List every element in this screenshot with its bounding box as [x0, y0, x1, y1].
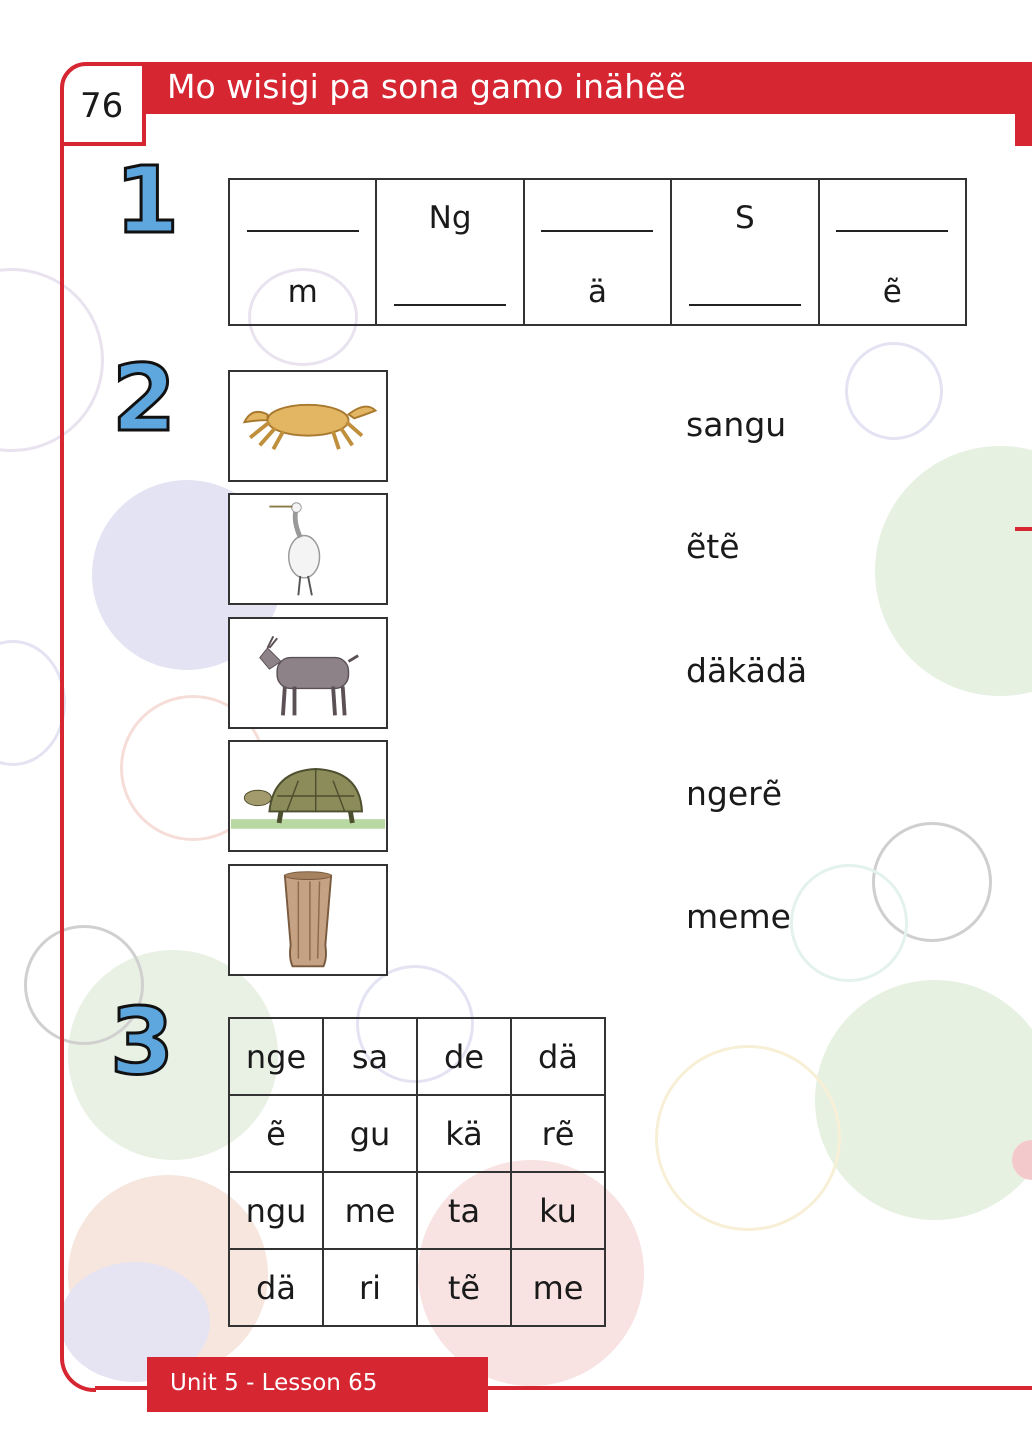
- exercise1-cell[interactable]: [671, 179, 818, 325]
- exercise1-cell[interactable]: [819, 179, 966, 325]
- syllable-cell[interactable]: dä: [511, 1018, 605, 1095]
- match-word: meme: [686, 897, 791, 936]
- cell-letter: ä: [587, 274, 607, 310]
- blank-line[interactable]: [836, 200, 948, 232]
- syllable-cell[interactable]: ẽ: [229, 1095, 323, 1172]
- background-circle: [790, 864, 908, 982]
- background-circle: [875, 446, 1032, 696]
- side-tick: [1015, 527, 1032, 531]
- footer-lesson-label: Unit 5 - Lesson 65: [170, 1370, 378, 1396]
- exercise3-syllable-grid: [228, 1017, 606, 1327]
- background-circle: [655, 1045, 841, 1231]
- match-word: ngerẽ: [686, 774, 783, 813]
- match-word: sangu: [686, 405, 787, 444]
- syllable-cell[interactable]: me: [323, 1172, 417, 1249]
- cell-letter: ẽ: [882, 274, 902, 310]
- syllable-cell[interactable]: rẽ: [511, 1095, 605, 1172]
- blank-line[interactable]: [689, 274, 801, 306]
- tortoise-picture[interactable]: [228, 740, 388, 852]
- section-number-1: 1: [115, 147, 180, 254]
- syllable-cell[interactable]: sa: [323, 1018, 417, 1095]
- heron-picture[interactable]: [228, 493, 388, 605]
- blank-line[interactable]: [541, 200, 653, 232]
- exercise1-cell[interactable]: [229, 179, 376, 325]
- exercise1-cell[interactable]: [524, 179, 671, 325]
- header-band-edge: [1015, 62, 1032, 146]
- match-word: ẽtẽ: [686, 527, 740, 566]
- syllable-cell[interactable]: ri: [323, 1249, 417, 1326]
- syllable-cell[interactable]: me: [511, 1249, 605, 1326]
- page-frame: [60, 62, 96, 1392]
- page-number: 76: [80, 86, 124, 126]
- mortar-picture[interactable]: [228, 864, 388, 976]
- blank-line[interactable]: [394, 274, 506, 306]
- syllable-cell[interactable]: nge: [229, 1018, 323, 1095]
- syllable-cell[interactable]: tẽ: [417, 1249, 511, 1326]
- background-circle: [845, 342, 943, 440]
- syllable-cell[interactable]: kä: [417, 1095, 511, 1172]
- crab-picture[interactable]: [228, 370, 388, 482]
- syllable-cell[interactable]: ngu: [229, 1172, 323, 1249]
- background-circle: [0, 640, 66, 766]
- cell-letter: S: [735, 200, 755, 236]
- blank-line[interactable]: [247, 200, 359, 232]
- cell-letter: Ng: [428, 200, 472, 236]
- background-circle: [815, 980, 1032, 1220]
- syllable-cell[interactable]: de: [417, 1018, 511, 1095]
- section-number-2: 2: [112, 345, 177, 452]
- syllable-cell[interactable]: gu: [323, 1095, 417, 1172]
- match-word: däkädä: [686, 651, 808, 690]
- syllable-cell[interactable]: dä: [229, 1249, 323, 1326]
- goat-picture[interactable]: [228, 617, 388, 729]
- exercise1-cell[interactable]: [376, 179, 523, 325]
- section-number-3: 3: [110, 988, 175, 1095]
- cell-letter: m: [287, 274, 318, 310]
- syllable-cell[interactable]: ta: [417, 1172, 511, 1249]
- page-title: Mo wisigi pa sona gamo inähẽẽ: [167, 67, 686, 106]
- exercise1-letter-table: [228, 178, 967, 326]
- syllable-cell[interactable]: ku: [511, 1172, 605, 1249]
